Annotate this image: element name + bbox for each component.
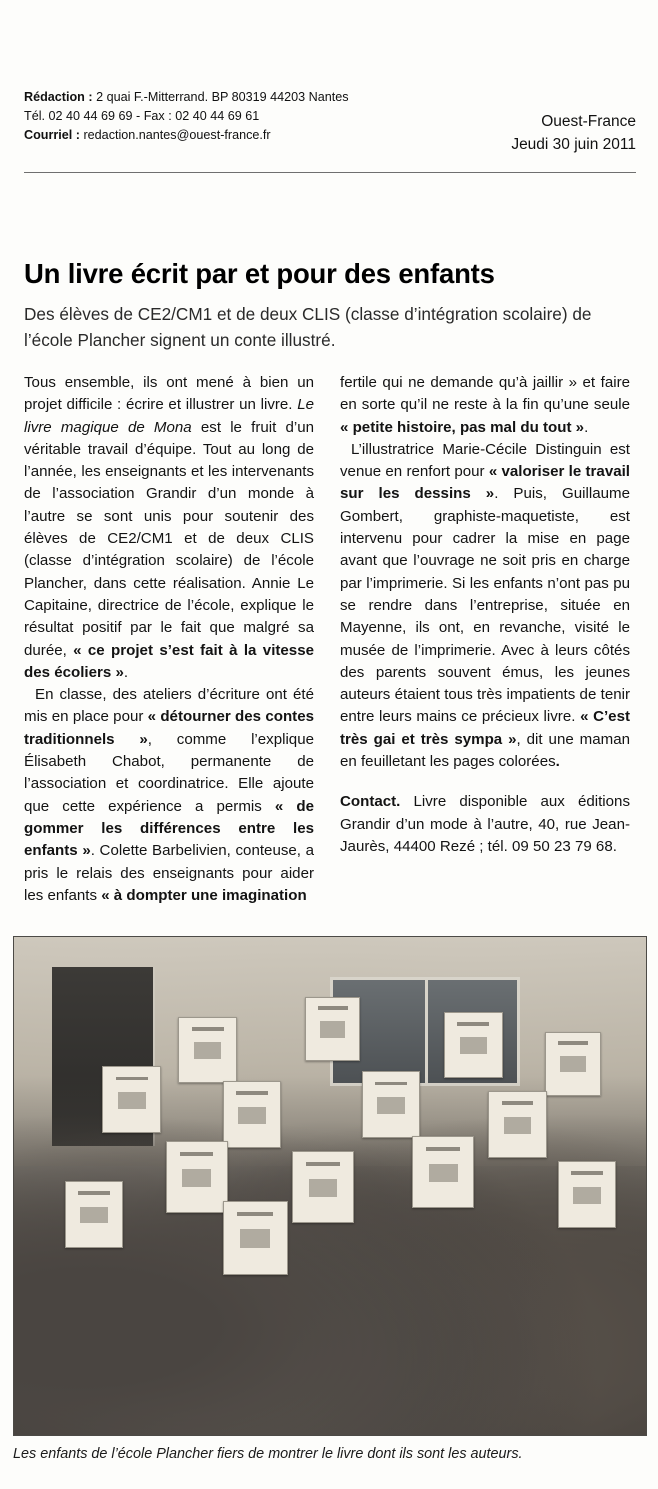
- held-book: [223, 1081, 282, 1148]
- publication-name: Ouest-France: [541, 113, 636, 130]
- masthead-email-text: redaction.nantes@ouest-france.fr: [79, 128, 271, 142]
- held-book: [292, 1151, 354, 1223]
- masthead-address-text: 2 quai F.-Mitterrand. BP 80319 44203 Nantes: [92, 90, 349, 104]
- quote-bold: « C’est très gai et très sympa »: [340, 708, 631, 748]
- masthead-publication-block: [511, 110, 636, 156]
- contact-text: Livre disponible aux éditions Grandir d’un mode à l’autre, 40, rue Jean-Jaurès, 44400 Rezé ; tél. 09 50 23 79 68.: [340, 793, 630, 855]
- masthead-email-line: [24, 126, 349, 145]
- held-book: [178, 1017, 237, 1084]
- photo-caption: Les enfants de l’école Plancher fiers de montrer le livre dont ils sont les auteurs.: [13, 1446, 523, 1462]
- article-column-right: [340, 372, 630, 858]
- quote-bold: « petite histoire, pas mal du tout »: [340, 418, 585, 436]
- masthead-divider: [24, 172, 636, 173]
- held-book: [412, 1136, 474, 1208]
- contact-paragraph: [340, 791, 630, 858]
- masthead-phone-line: Tél. 02 40 44 69 69 - Fax : 02 40 44 69 61: [24, 109, 260, 123]
- text-run: fertile qui ne demande qu’à jaillir » et faire en sorte qu’il ne reste à la fin qu’une seule: [340, 374, 630, 414]
- paragraph: [340, 372, 630, 439]
- text-run: .: [555, 753, 560, 771]
- article-photo: [13, 936, 647, 1436]
- text-run: . Colette Barbelivien, conteuse, a pris le relais des enseignants pour aider les enfants: [24, 842, 314, 904]
- text-run: , dit une maman en feuilletant les pages colorées: [340, 730, 630, 771]
- book-title-italic: Le livre magique de Mona: [24, 396, 314, 436]
- held-book: [65, 1181, 124, 1248]
- quote-bold: « valoriser le travail sur les dessins »: [340, 463, 630, 503]
- article-headline: Un livre écrit par et pour des enfants: [24, 258, 495, 289]
- held-book: [223, 1201, 288, 1275]
- masthead: [24, 88, 636, 166]
- held-book: [305, 997, 361, 1061]
- paragraph: [340, 439, 630, 773]
- text-run: L’illustratrice Marie-Cécile Distinguin est venue en renfort pour: [340, 440, 630, 481]
- held-book: [545, 1032, 601, 1096]
- paragraph: [24, 684, 314, 907]
- text-run: .: [123, 663, 129, 681]
- quote-bold: « de gommer les différences entre les enfants »: [24, 797, 314, 860]
- text-run: .: [584, 418, 589, 436]
- held-book: [362, 1071, 421, 1138]
- contact-label: Contact.: [340, 793, 401, 811]
- masthead-redaction-label: Rédaction :: [24, 90, 93, 104]
- paragraph: [24, 372, 314, 684]
- text-run: En classe, des ateliers d’écriture ont été mis en place pour: [24, 686, 314, 726]
- held-book: [558, 1161, 617, 1228]
- quote-bold: « ce projet s’est fait à la vitesse des écoliers »: [24, 641, 314, 681]
- masthead-address-line: [24, 88, 349, 107]
- publication-date: Jeudi 30 juin 2011: [511, 136, 636, 153]
- quote-bold: « détourner des contes traditionnels »: [24, 708, 314, 748]
- held-book: [102, 1066, 161, 1133]
- text-run: , comme l’explique Élisabeth Chabot, permanente de l’association et coordinatrice. Elle ajoute que cette expérience a permis: [24, 730, 314, 815]
- text-run: Tous ensemble, ils ont mené à bien un projet difficile : écrire et illustrer un livre.: [24, 374, 314, 414]
- photo-scene: [14, 937, 646, 1435]
- text-run: est le fruit d’un véritable travail d’équipe. Tout au long de l’année, les enseignants et les intervenants de l’association Grandir d’un monde à l’autre se sont unis pour soutenir des élèves de CE2/CM1 et de deux CLIS (classe d’intégration scolaire) de l’école Plancher, dans cette réalisation. Annie Le Capitaine, directrice de l’école, explique le résultat positif par le fait que malgré sa durée,: [24, 418, 315, 659]
- masthead-courriel-label: Courriel :: [24, 128, 80, 142]
- quote-bold: « à dompter une imagination: [101, 886, 307, 904]
- held-book: [166, 1141, 228, 1213]
- held-book: [488, 1091, 547, 1158]
- masthead-contact-block: [24, 88, 349, 145]
- article-standfirst: Des élèves de CE2/CM1 et de deux CLIS (classe d’intégration scolaire) de l’école Plancher signent un conte illustré.: [24, 304, 592, 350]
- article-column-left: [24, 372, 314, 907]
- text-run: . Puis, Guillaume Gombert, graphiste-maquetiste, est intervenu pour cadrer la mise en page avant que l’ouvrage ne soit pris en charge par l’imprimerie. Si les enfants n’ont pas pu se rendre dans l’entreprise, située en Mayenne, ils ont, en revanche, visité le musée de l’imprimerie. Avec à leurs côtés des parents souvent émus, les jeunes auteurs étaient tous très impatients de tenir entre leurs mains ce précieux livre.: [340, 485, 630, 726]
- held-book: [444, 1012, 503, 1079]
